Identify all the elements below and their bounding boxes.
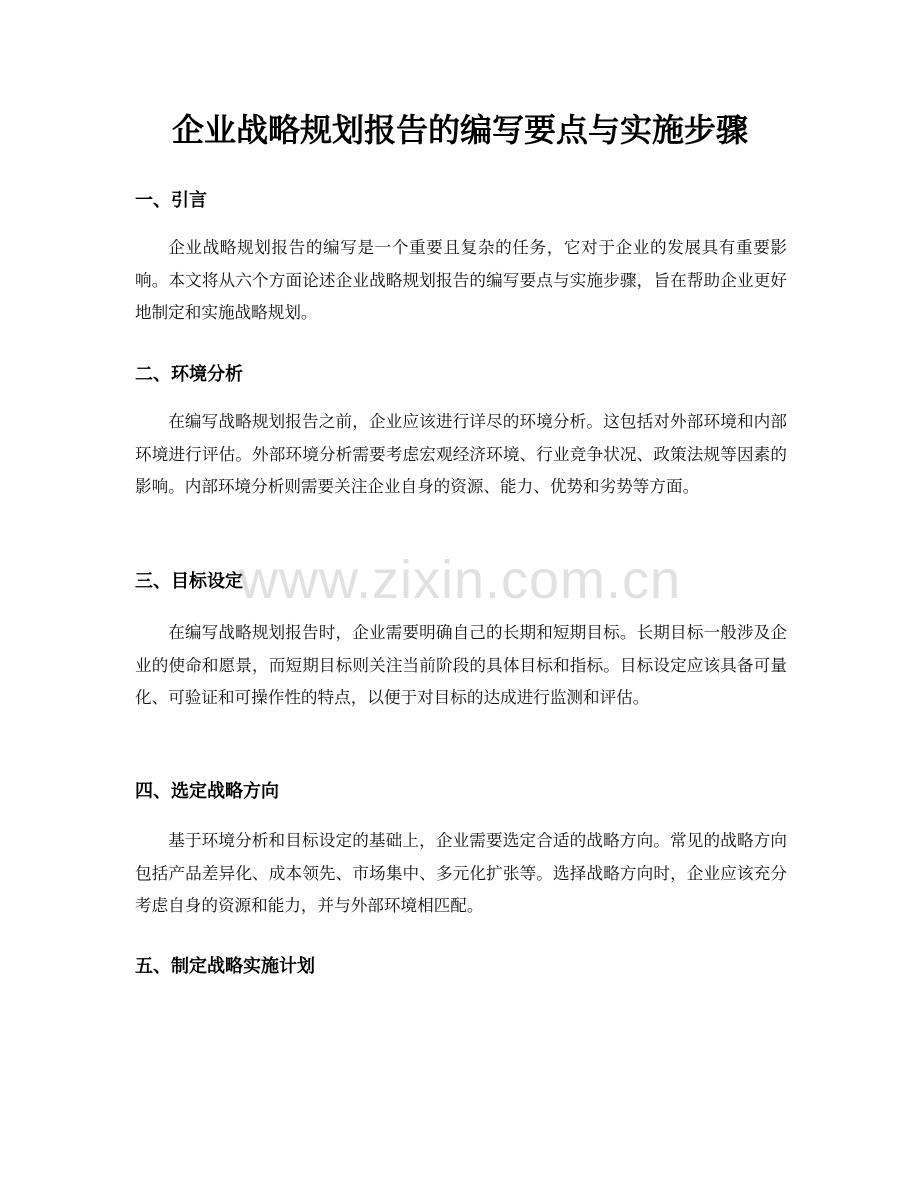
page-title: 企业战略规划报告的编写要点与实施步骤 <box>171 111 748 149</box>
section-heading-goal-setting: 三、目标设定 <box>135 571 243 592</box>
section-body-strategic-direction: 基于环境分析和目标设定的基础上，企业需要选定合适的战略方向。常见的战略方向包括产品差异化、成本领先、市场集中、多元化扩张等。选择战略方向时，企业应该充分考虑自身的资源和能力，并与外部环境相匹配。 <box>135 831 787 915</box>
section-body-introduction: 企业战略规划报告的编写是一个重要且复杂的任务，它对于企业的发展具有重要影响。本文将从六个方面论述企业战略规划报告的编写要点与实施步骤，旨在帮助企业更好地制定和实施战略规划。 <box>135 238 787 322</box>
section-heading-introduction: 一、引言 <box>135 190 207 211</box>
section-heading-implementation-plan: 五、制定战略实施计划 <box>135 956 315 977</box>
section-body-goal-setting: 在编写战略规划报告时，企业需要明确自己的长期和短期目标。长期目标一般涉及企业的使命和愿景，而短期目标则关注当前阶段的具体目标和指标。目标设定应该具备可量化、可验证和可操作性的特点，以便于对目标的达成进行监测和评估。 <box>135 623 787 707</box>
section-heading-strategic-direction: 四、选定战略方向 <box>135 781 279 802</box>
section-heading-environment-analysis: 二、环境分析 <box>135 364 243 385</box>
watermark: www.zixin.com.cn <box>238 550 682 610</box>
section-body-environment-analysis: 在编写战略规划报告之前，企业应该进行详尽的环境分析。这包括对外部环境和内部环境进行评估。外部环境分析需要考虑宏观经济环境、行业竞争状况、政策法规等因素的影响。内部环境分析则需要关注企业自身的资源、能力、优势和劣势等方面。 <box>135 412 787 496</box>
